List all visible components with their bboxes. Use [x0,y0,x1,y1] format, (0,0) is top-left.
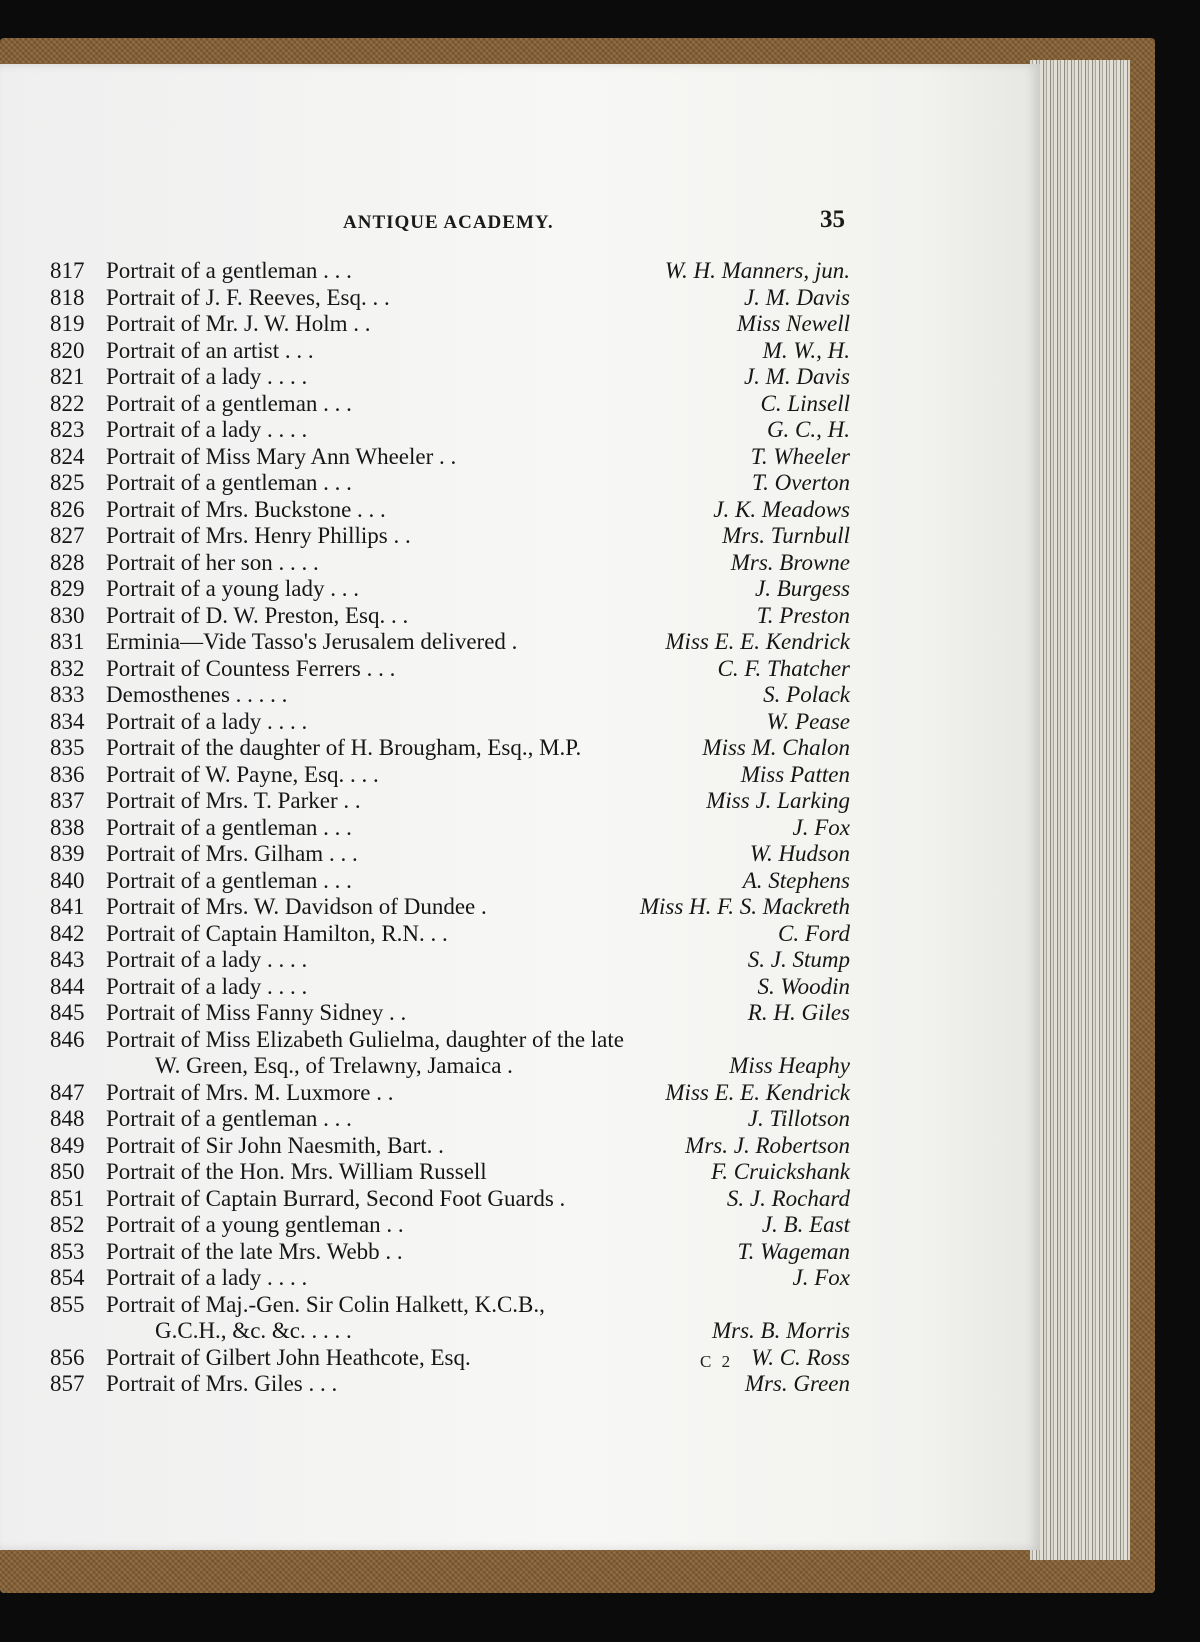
entry-number: 848 [50,1106,85,1131]
entry-artist: T. Wageman [737,1238,850,1264]
catalogue-entry [50,1371,850,1398]
entry-artist: C. F. Thatcher [717,655,850,681]
entry-artist: T. Overton [752,470,850,495]
entry-title: Portrait of Mrs. Buckstone . . . [106,496,386,522]
entry-number: 846 [50,1026,85,1052]
entry-title: Portrait of Maj.-Gen. Sir Colin Halkett, K.C.B., [106,1291,545,1317]
catalogue-entry [50,1186,850,1213]
catalogue-entry [50,682,850,709]
entry-title: Portrait of the late Mrs. Webb . . [106,1238,403,1264]
entry-title: Portrait of Mrs. Giles . . . [106,1371,338,1396]
running-header: ANTIQUE ACADEMY. [343,212,554,233]
entry-title: Portrait of a gentleman . . . [106,814,352,840]
entry-artist: C. Linsell [760,390,850,416]
entry-number: 835 [50,735,85,760]
catalogue-entry [50,1159,850,1186]
entry-artist: W. C. Ross [751,1344,850,1370]
entry-artist: F. Cruickshank [711,1159,850,1184]
entry-title: Portrait of a gentleman . . . [106,1106,352,1131]
catalogue-entry [50,894,850,921]
entry-title: Erminia—Vide Tasso's Jerusalem delivered . [106,629,518,654]
entry-artist: R. H. Giles [747,1000,850,1025]
signature-mark: C 2 [700,1352,734,1371]
catalogue-entry [50,762,850,789]
catalogue-entry [50,1212,850,1239]
entry-title: Portrait of a lady . . . . [106,708,308,734]
entry-number: 843 [50,947,85,972]
catalogue-entry [50,1318,850,1345]
entry-artist: Miss Newell [736,311,850,336]
page-number: 35 [820,206,845,233]
catalogue-entry [50,1027,850,1054]
catalogue-entry [50,1053,850,1080]
entry-artist: S. Polack [763,682,850,707]
catalogue-entry [50,258,850,285]
entry-artist: J. M. Davis [743,284,850,310]
entry-number: 826 [50,496,85,522]
entry-number: 849 [50,1132,85,1158]
entry-artist: Miss E. E. Kendrick [665,629,850,654]
entry-title: Portrait of Miss Elizabeth Gulielma, daughter of the late [106,1026,624,1052]
entry-title: Portrait of Captain Hamilton, R.N. . . [106,920,448,946]
entry-title: Portrait of Mrs. Henry Phillips . . [106,523,411,548]
entry-number: 851 [50,1185,85,1211]
entry-number: 823 [50,417,85,442]
catalogue-entry [50,921,850,948]
entry-title: Portrait of Mrs. Gilham . . . [106,841,358,866]
entry-number: 818 [50,284,85,310]
entry-artist: Mrs. Browne [730,549,850,575]
entry-artist: Miss H. F. S. Mackreth [639,894,850,919]
catalogue-entry [50,523,850,550]
entry-title: Portrait of the daughter of H. Brougham, Esq., M.P. [106,735,582,760]
entry-artist: Miss Heaphy [729,1053,850,1078]
entry-number: 854 [50,1265,85,1290]
catalogue-entry [50,364,850,391]
entry-artist: J. K. Meadows [713,496,850,522]
entry-number: 855 [50,1291,85,1317]
entry-title: Portrait of Miss Mary Ann Wheeler . . [106,443,457,469]
entry-title: Portrait of a lady . . . . [106,1265,308,1290]
catalogue-entry [50,629,850,656]
entry-artist: J. Fox [792,1265,850,1290]
catalogue-entry [50,497,850,524]
entry-artist: Mrs. B. Morris [711,1318,850,1343]
entry-artist: J. M. Davis [743,364,850,389]
entry-title: Portrait of Captain Burrard, Second Foot Guards . [106,1185,566,1211]
entry-number: 841 [50,894,85,919]
entry-title: Portrait of a lady . . . . [106,973,308,999]
entry-number: 817 [50,258,85,283]
catalogue-entry [50,815,850,842]
entry-title: Demosthenes . . . . . [106,682,288,707]
entry-artist: A. Stephens [742,867,850,893]
entry-number: 840 [50,867,85,893]
catalogue-entry [50,709,850,736]
entry-artist: T. Wheeler [750,443,850,469]
entry-number: 838 [50,814,85,840]
entry-title: Portrait of a gentleman . . . [106,390,352,416]
entry-number: 850 [50,1159,85,1184]
entry-artist: Mrs. Green [744,1371,850,1396]
entry-artist: S. J. Stump [747,947,850,972]
entry-number: 852 [50,1212,85,1237]
catalogue-entry [50,974,850,1001]
entry-artist: S. J. Rochard [726,1185,850,1211]
entry-number: 825 [50,470,85,495]
entry-title: Portrait of a young gentleman . . [106,1212,404,1237]
catalogue-entry [50,1292,850,1319]
catalogue-entry [50,470,850,497]
entry-title: Portrait of a young lady . . . [106,576,359,601]
entry-title: Portrait of D. W. Preston, Esq. . . [106,602,409,628]
catalogue-entry [50,550,850,577]
catalogue-entry [50,735,850,762]
catalogue-entry [50,338,850,365]
entry-number: 832 [50,655,85,681]
entry-number: 842 [50,920,85,946]
entry-artist: W. H. Manners, jun. [664,258,850,283]
entry-artist: S. Woodin [757,973,850,999]
entry-number: 834 [50,708,85,734]
catalogue-entry [50,1239,850,1266]
entry-number: 837 [50,788,85,813]
entry-artist: Mrs. Turnbull [722,523,850,548]
entry-number: 836 [50,761,85,787]
catalogue-entry [50,391,850,418]
catalogue-entry [50,1265,850,1292]
entry-title: W. Green, Esq., of Trelawny, Jamaica . [155,1053,513,1078]
entry-title: Portrait of J. F. Reeves, Esq. . . [106,284,390,310]
entry-artist: W. Hudson [749,841,850,866]
entry-title: Portrait of her son . . . . [106,549,319,575]
entry-title: Portrait of Mrs. W. Davidson of Dundee . [106,894,487,919]
catalogue-entry [50,444,850,471]
entry-artist: J. Fox [792,814,850,840]
entry-number: 845 [50,1000,85,1025]
entry-title: Portrait of a gentleman . . . [106,470,352,495]
catalogue-entry [50,1106,850,1133]
catalogue-entry [50,868,850,895]
catalogue-entries [50,258,850,1398]
entry-title: Portrait of a gentleman . . . [106,258,352,283]
catalogue-entry [50,841,850,868]
entry-number: 839 [50,841,85,866]
catalogue-entry [50,417,850,444]
entry-artist: M. W., H. [762,337,850,363]
entry-artist: Mrs. J. Robertson [685,1132,850,1158]
entry-title: Portrait of Countess Ferrers . . . [106,655,396,681]
entry-title: Portrait of W. Payne, Esq. . . . [106,761,379,787]
entry-title: Portrait of the Hon. Mrs. William Russell [106,1159,487,1184]
entry-title: Portrait of Miss Fanny Sidney . . [106,1000,407,1025]
entry-title: Portrait of Mrs. T. Parker . . [106,788,361,813]
catalogue-entry [50,1133,850,1160]
entry-number: 857 [50,1371,85,1396]
entry-artist: J. Burgess [755,576,850,601]
entry-artist: W. Pease [766,708,850,734]
entry-title: G.C.H., &c. &c. . . . . [155,1318,352,1343]
entry-artist: J. B. East [761,1212,850,1237]
catalogue-entry [50,947,850,974]
entry-artist: J. Tillotson [747,1106,850,1131]
entry-title: Portrait of a lady . . . . [106,947,308,972]
entry-artist: Miss M. Chalon [702,735,850,760]
entry-number: 824 [50,443,85,469]
catalogue-entry [50,1000,850,1027]
entry-artist: Miss E. E. Kendrick [665,1079,850,1105]
catalogue-entry [50,285,850,312]
entry-title: Portrait of Mr. J. W. Holm . . [106,311,371,336]
entry-number: 830 [50,602,85,628]
entry-title: Portrait of Mrs. M. Luxmore . . [106,1079,394,1105]
entry-title: Portrait of a lady . . . . [106,417,308,442]
entry-number: 828 [50,549,85,575]
catalogue-entry [50,603,850,630]
entry-title: Portrait of Gilbert John Heathcote, Esq. [106,1344,471,1370]
catalogue-entry [50,788,850,815]
entry-number: 856 [50,1344,85,1370]
entry-number: 831 [50,629,85,654]
catalogue-entry [50,656,850,683]
entry-artist: Miss J. Larking [706,788,850,813]
entry-number: 827 [50,523,85,548]
entry-artist: G. C., H. [766,417,850,442]
entry-title: Portrait of Sir John Naesmith, Bart. . [106,1132,444,1158]
entry-title: Portrait of a gentleman . . . [106,867,352,893]
entry-artist: C. Ford [778,920,850,946]
entry-number: 822 [50,390,85,416]
entry-number: 853 [50,1238,85,1264]
page-edges [1030,60,1130,1560]
entry-number: 819 [50,311,85,336]
entry-number: 847 [50,1079,85,1105]
entry-number: 833 [50,682,85,707]
entry-number: 821 [50,364,85,389]
entry-title: Portrait of an artist . . . [106,337,314,363]
entry-number: 829 [50,576,85,601]
entry-title: Portrait of a lady . . . . [106,364,308,389]
entry-number: 844 [50,973,85,999]
catalogue-entry [50,311,850,338]
catalogue-entry [50,1080,850,1107]
catalogue-entry [50,576,850,603]
entry-artist: Miss Patten [740,761,850,787]
entry-artist: T. Preston [756,602,850,628]
entry-number: 820 [50,337,85,363]
